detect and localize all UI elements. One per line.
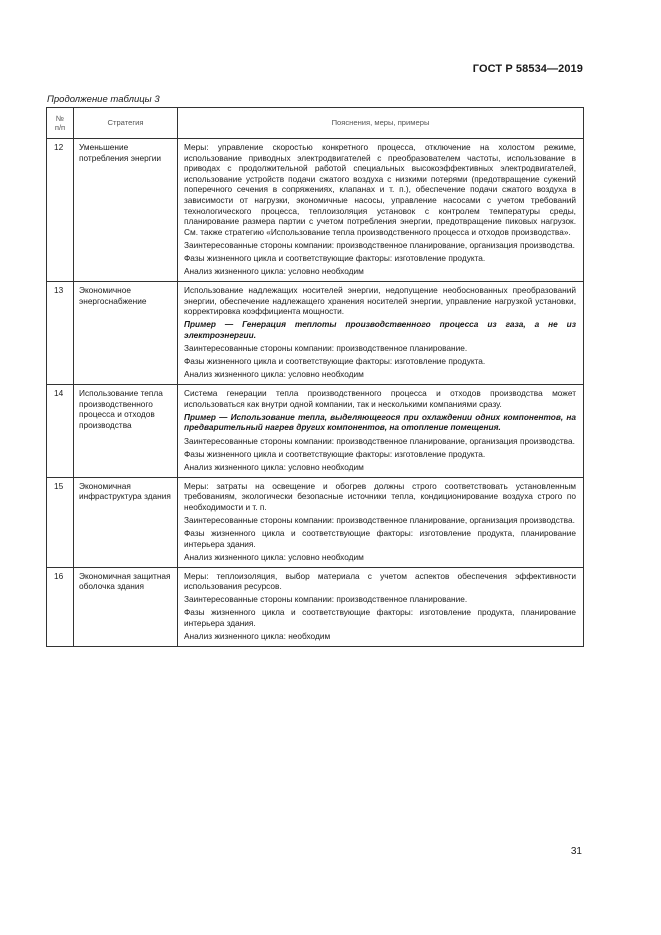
explanation-paragraph: Использование надлежащих носителей энергии, недопущение необоснованных преобразований энергии, обеспечение надлежащего хранения носителей энергии, управление нагрузкой установки, корректировка коэффициента мощности. bbox=[184, 284, 576, 317]
strategy-explanation bbox=[178, 281, 584, 384]
strategy-name: Экономичная защитная оболочка здания bbox=[74, 567, 178, 646]
column-header-number: № п/п bbox=[47, 108, 74, 139]
strategy-name: Использование тепла производственного процесса и отходов производства bbox=[74, 385, 178, 478]
explanation-paragraph: Меры: управление скоростью конкретного процесса, отключение на холостом режиме, использование приводных электродвигателей с преобразователем частоты, использование в приводах с продолжительной работой специальных высокоэффективных электродвигателей, использование устройств подачи сжатого воздуха с низкими потерями (предотвращение сужений поперечного сечения в сопряжениях, клапанах и т. п.), обеспечение подачи сжатого воздуха в зависимости от нагрузки, экономичные насосы, управление насосами с учетом требований технологического процесса, теплоизоляция установок с контролем температуры среды, планирование размера партии с учетом потребления энергии, предотвращение пиковых нагрузок. См. также стратегию «Использование тепла производственного процесса и отходов производства». bbox=[184, 142, 576, 237]
strategy-explanation bbox=[178, 567, 584, 646]
explanation-paragraph: Анализ жизненного цикла: условно необходим bbox=[184, 461, 364, 472]
row-number: 16 bbox=[47, 567, 74, 646]
explanation-paragraph: Фазы жизненного цикла и соответствующие факторы: изготовление продукта. bbox=[184, 253, 486, 264]
example-paragraph: Пример — Использование тепла, выделяющегося при охлаждении одних компонентов, на предварительный нагрев других компонентов, на отопление помещения. bbox=[184, 411, 576, 433]
explanation-paragraph: Анализ жизненного цикла: необходим bbox=[184, 631, 331, 642]
column-header-strategy: Стратегия bbox=[74, 108, 178, 139]
table-row bbox=[47, 477, 584, 567]
strategy-explanation bbox=[178, 477, 584, 567]
table-continuation-caption: Продолжение таблицы 3 bbox=[47, 94, 160, 105]
explanation-paragraph: Меры: затраты на освещение и обогрев должны строго соответствовать установленным требованиям, экологически безопасные источники тепла, кондиционирование воздуха строго по необходимости и т. п. bbox=[184, 480, 576, 512]
explanation-paragraph: Заинтересованные стороны компании: производственное планирование, организация производства. bbox=[184, 435, 575, 446]
table-row bbox=[47, 567, 584, 646]
explanation-paragraph: Анализ жизненного цикла: условно необходим bbox=[184, 551, 364, 562]
explanation-paragraph: Фазы жизненного цикла и соответствующие факторы: изготовление продукта. bbox=[184, 356, 486, 367]
table-header-row bbox=[47, 108, 584, 139]
explanation-paragraph: Анализ жизненного цикла: условно необходим bbox=[184, 266, 364, 277]
standard-designation: ГОСТ Р 58534—2019 bbox=[472, 63, 583, 75]
table-row bbox=[47, 385, 584, 478]
explanation-paragraph: Заинтересованные стороны компании: производственное планирование, организация производства. bbox=[184, 514, 575, 525]
explanation-paragraph: Система генерации тепла производственного процесса и отходов производства может использоваться как внутри одной компании, так и несколькими компаниями сразу. bbox=[184, 388, 576, 409]
example-paragraph: Пример — Генерация теплоты производственного процесса из газа, а не из электроэнергии. bbox=[184, 319, 576, 340]
table-row bbox=[47, 139, 584, 282]
explanation-paragraph: Заинтересованные стороны компании: производственное планирование, организация производства. bbox=[184, 239, 575, 250]
row-number: 14 bbox=[47, 385, 74, 478]
strategy-explanation bbox=[178, 139, 584, 282]
strategy-name: Экономичная инфраструктура здания bbox=[74, 477, 178, 567]
column-header-explanation: Пояснения, меры, примеры bbox=[178, 108, 584, 139]
explanation-paragraph: Заинтересованные стороны компании: производственное планирование. bbox=[184, 343, 468, 354]
strategy-explanation bbox=[178, 385, 584, 478]
page-number: 31 bbox=[570, 846, 582, 857]
explanation-paragraph: Заинтересованные стороны компании: производственное планирование. bbox=[184, 594, 468, 605]
explanation-paragraph: Меры: теплоизоляция, выбор материала с учетом аспектов обеспечения эффективности использования ресурсов. bbox=[184, 570, 576, 592]
strategies-table bbox=[46, 107, 584, 647]
strategy-name: Уменьшение потребления энергии bbox=[74, 139, 178, 282]
strategy-name: Экономичное энергоснабжение bbox=[74, 281, 178, 384]
explanation-paragraph: Фазы жизненного цикла и соответствующие факторы: изготовление продукта. bbox=[184, 448, 486, 459]
table-row bbox=[47, 281, 584, 384]
explanation-paragraph: Анализ жизненного цикла: условно необходим bbox=[184, 369, 364, 380]
explanation-paragraph: Фазы жизненного цикла и соответствующие факторы: изготовление продукта, планирование интерьера здания. bbox=[184, 607, 576, 629]
row-number: 12 bbox=[47, 139, 74, 282]
explanation-paragraph: Фазы жизненного цикла и соответствующие факторы: изготовление продукта, планирование интерьера здания. bbox=[184, 528, 576, 549]
row-number: 15 bbox=[47, 477, 74, 567]
row-number: 13 bbox=[47, 281, 74, 384]
